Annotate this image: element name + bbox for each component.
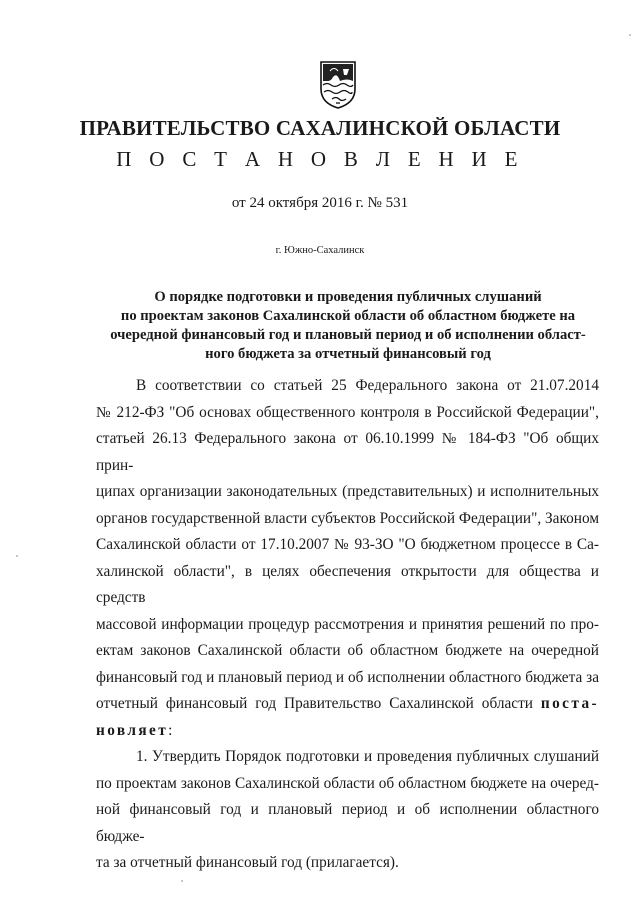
body-line: Сахалинской области от 17.10.2007 № 93-ЗО "О бюджетном процессе в Са-	[96, 536, 599, 553]
document-body	[96, 373, 599, 877]
title-line: ного бюджета за отчетный финансовый год	[205, 346, 491, 362]
body-line	[96, 691, 599, 718]
body-line: 1. Утвердить Порядок подготовки и проведения публичных слушаний	[136, 748, 599, 765]
body-line: органов государственной власти субъектов Российской Федерации", Законом	[96, 509, 599, 527]
body-line: финансовый год и плановый период и об исполнении областного бюджета за	[96, 668, 599, 686]
body-line: массовой информации процедур рассмотрения и принятия решений по про-	[96, 615, 599, 633]
body-line: ектам законов Сахалинской области об областном бюджете на очередной	[96, 642, 599, 659]
sakhalin-coat-of-arms-icon	[319, 59, 357, 109]
resolution-keyword-part1: поста-	[540, 695, 600, 712]
document-type: П О С Т А Н О В Л Е Н И Е	[116, 147, 524, 171]
body-line	[96, 718, 599, 745]
document-date-number: от 24 октября 2016 г. № 531	[231, 195, 409, 211]
body-line: № 212-ФЗ "Об основах общественного контроля в Российской Федерации",	[96, 403, 599, 421]
title-line: очередной финансовый год и плановый период и об исполнении област-	[110, 327, 586, 343]
body-line: ной финансовый год и плановый период и об исполнении областного бюдже-	[96, 801, 599, 845]
preamble-paragraph	[96, 373, 599, 744]
body-line-text: отчетный финансовый год Правительство Сахалинской области	[96, 695, 533, 712]
organization-name: ПРАВИТЕЛЬСТВО САХАЛИНСКОЙ ОБЛАСТИ	[79, 116, 561, 140]
title-line: по проектам законов Сахалинской области об областном бюджете на	[120, 308, 576, 324]
scan-speck	[181, 880, 183, 882]
body-line: статьей 26.13 Федерального закона от 06.10.1999 № 184-ФЗ "Об общих прин-	[96, 430, 599, 474]
body-line: халинской области", в целях обеспечения открытости для общества и средств	[96, 562, 599, 606]
title-line: О порядке подготовки и проведения публичных слушаний	[154, 289, 542, 305]
document-title	[96, 288, 600, 364]
body-line: та за отчетный финансовый год (прилагается).	[96, 854, 399, 871]
colon: :	[168, 721, 173, 739]
body-line: по проектам законов Сахалинской области об областном бюджете на очеред-	[96, 774, 599, 792]
scan-speck	[16, 555, 18, 557]
body-line: ципах организации законодательных (представительных) и исполнительных	[96, 483, 599, 500]
clause-1	[96, 744, 599, 877]
scan-speck	[629, 34, 631, 36]
body-line: В соответствии со статьей 25 Федерального закона от 21.07.2014	[136, 377, 599, 394]
document-city: г. Южно-Сахалинск	[275, 245, 365, 256]
resolution-keyword-part2: новляет	[96, 721, 169, 739]
